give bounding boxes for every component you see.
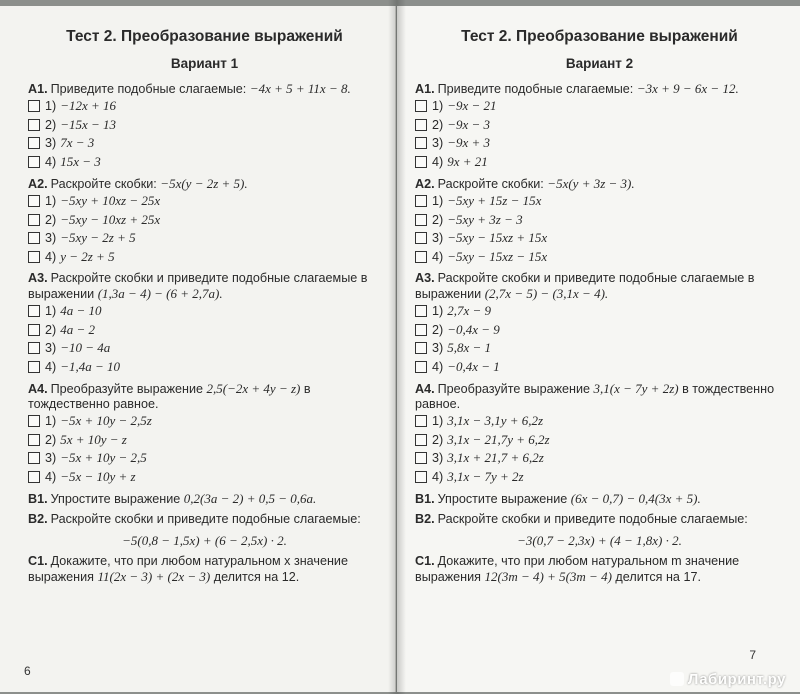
answer-option[interactable]: 1) −12x + 16 bbox=[28, 97, 381, 116]
task-c1 bbox=[28, 554, 381, 585]
task-text-tail: в тождественно равное. bbox=[28, 382, 311, 411]
answer-option[interactable]: 2) −15x − 13 bbox=[28, 116, 381, 135]
checkbox[interactable] bbox=[415, 471, 427, 483]
task-expression: (1,3a − 4) − (6 + 2,7a). bbox=[97, 286, 223, 301]
labirint-logo-icon bbox=[670, 672, 684, 686]
checkbox[interactable] bbox=[28, 324, 40, 336]
answer-option[interactable]: 1) 2,7x − 9 bbox=[415, 302, 784, 321]
answer-option[interactable]: 2) −5xy − 10xz + 25x bbox=[28, 211, 381, 230]
checkbox[interactable] bbox=[28, 342, 40, 354]
checkbox[interactable] bbox=[415, 100, 427, 112]
right-page bbox=[397, 6, 800, 692]
answer-option[interactable]: 4) −5xy − 15xz − 15x bbox=[415, 248, 784, 267]
task-number: В1. bbox=[415, 492, 435, 506]
task-expression: 11(2x − 3) + (2x − 3) bbox=[97, 569, 211, 584]
task-a2 bbox=[415, 176, 784, 266]
task-a1 bbox=[28, 81, 381, 171]
checkbox[interactable] bbox=[415, 415, 427, 427]
task-text: Раскройте скобки и приведите подобные слагаемые: bbox=[50, 512, 361, 526]
checkbox[interactable] bbox=[415, 434, 427, 446]
checkbox[interactable] bbox=[28, 305, 40, 317]
task-a4 bbox=[415, 381, 784, 486]
answer-option[interactable]: 4) 9x + 21 bbox=[415, 153, 784, 172]
task-expression: 2,5(−2x + 4y − z) bbox=[206, 381, 301, 396]
task-c1 bbox=[415, 554, 784, 585]
task-number: С1. bbox=[415, 554, 435, 568]
answer-option[interactable]: 2) −5xy + 3z − 3 bbox=[415, 211, 784, 230]
task-a4 bbox=[28, 381, 381, 486]
task-expression: −5(0,8 − 1,5x) + (6 − 2,5x) · 2. bbox=[122, 533, 287, 548]
task-text: Раскройте скобки: bbox=[50, 177, 157, 191]
answer-option[interactable]: 3) 3,1x + 21,7 + 6,2z bbox=[415, 449, 784, 468]
task-expression: (2,7x − 5) − (3,1x − 4). bbox=[484, 286, 609, 301]
checkbox[interactable] bbox=[415, 119, 427, 131]
checkbox[interactable] bbox=[28, 251, 40, 263]
answer-option[interactable]: 3) −5xy − 2z + 5 bbox=[28, 229, 381, 248]
task-text: Преобразуйте выражение bbox=[437, 382, 591, 396]
checkbox[interactable] bbox=[28, 119, 40, 131]
answer-option[interactable]: 3) −5x + 10y − 2,5 bbox=[28, 449, 381, 468]
task-expression: −5x(y − 2z + 5). bbox=[160, 176, 248, 191]
checkbox[interactable] bbox=[415, 137, 427, 149]
checkbox[interactable] bbox=[415, 324, 427, 336]
task-b2 bbox=[415, 512, 784, 549]
answer-option[interactable]: 2) −0,4x − 9 bbox=[415, 321, 784, 340]
answer-option[interactable]: 1) −9x − 21 bbox=[415, 97, 784, 116]
answer-option[interactable]: 3) 7x − 3 bbox=[28, 134, 381, 153]
answer-option[interactable]: 1) −5xy + 10xz − 25x bbox=[28, 192, 381, 211]
answer-option[interactable]: 4) −1,4a − 10 bbox=[28, 358, 381, 377]
task-expression: (6x − 0,7) − 0,4(3x + 5). bbox=[570, 491, 701, 506]
checkbox[interactable] bbox=[28, 415, 40, 427]
task-text: Упростите выражение bbox=[50, 492, 181, 506]
task-number: А2. bbox=[28, 177, 48, 191]
page-number: 6 bbox=[24, 664, 31, 678]
checkbox[interactable] bbox=[28, 214, 40, 226]
checkbox[interactable] bbox=[28, 195, 40, 207]
task-expression: 12(3m − 4) + 5(3m − 4) bbox=[484, 569, 612, 584]
answer-option[interactable]: 4) −0,4x − 1 bbox=[415, 358, 784, 377]
task-b1 bbox=[28, 491, 381, 507]
answer-option[interactable]: 3) 5,8x − 1 bbox=[415, 339, 784, 358]
checkbox[interactable] bbox=[415, 342, 427, 354]
checkbox[interactable] bbox=[28, 361, 40, 373]
answer-option[interactable]: 4) y − 2z + 5 bbox=[28, 248, 381, 267]
task-number: А4. bbox=[28, 382, 48, 396]
task-text: Докажите, что при любом натуральном x значение выражения bbox=[28, 554, 348, 584]
checkbox[interactable] bbox=[28, 156, 40, 168]
task-number: В1. bbox=[28, 492, 48, 506]
task-text: Докажите, что при любом натуральном m значение выражения bbox=[415, 554, 740, 584]
task-b1 bbox=[415, 491, 784, 507]
checkbox[interactable] bbox=[415, 195, 427, 207]
task-expression: −3x + 9 − 6x − 12. bbox=[636, 81, 739, 96]
task-text-tail: в тождественно равное. bbox=[415, 382, 775, 411]
task-a3 bbox=[415, 271, 784, 376]
answer-option[interactable]: 1) −5xy + 15z − 15x bbox=[415, 192, 784, 211]
task-a2 bbox=[28, 176, 381, 266]
task-number: А2. bbox=[415, 177, 435, 191]
watermark-text: Лабиринт.ру bbox=[687, 671, 786, 688]
task-expression: 3,1(x − 7y + 2z) bbox=[593, 381, 679, 396]
task-expression: −4x + 5 + 11x − 8. bbox=[249, 81, 351, 96]
task-text: Раскройте скобки: bbox=[437, 177, 544, 191]
answer-option[interactable]: 1) −5x + 10y − 2,5z bbox=[28, 412, 381, 431]
task-text: Упростите выражение bbox=[437, 492, 568, 506]
answer-option[interactable]: 4) −5x − 10y + z bbox=[28, 468, 381, 487]
answer-option[interactable]: 3) −9x + 3 bbox=[415, 134, 784, 153]
answer-option[interactable]: 2) 5x + 10y − z bbox=[28, 431, 381, 450]
task-expression: 0,2(3a − 2) + 0,5 − 0,6a. bbox=[183, 491, 317, 506]
task-number: А1. bbox=[28, 82, 48, 96]
task-text: Приведите подобные слагаемые: bbox=[50, 82, 247, 96]
answer-option[interactable]: 4) 15x − 3 bbox=[28, 153, 381, 172]
left-page bbox=[0, 6, 396, 692]
answer-option[interactable]: 1) 3,1x − 3,1y + 6,2z bbox=[415, 412, 784, 431]
answer-option[interactable]: 1) 4a − 10 bbox=[28, 302, 381, 321]
checkbox[interactable] bbox=[28, 100, 40, 112]
task-text: Раскройте скобки и приведите подобные слагаемые: bbox=[437, 512, 748, 526]
checkbox[interactable] bbox=[415, 305, 427, 317]
task-expression: −3(0,7 − 2,3x) + (4 − 1,8x) · 2. bbox=[517, 533, 682, 548]
answer-option[interactable]: 2) 3,1x − 21,7y + 6,2z bbox=[415, 431, 784, 450]
task-text-tail: делится на 17. bbox=[615, 570, 701, 584]
task-text: Раскройте скобки и приведите подобные слагаемые в выражении bbox=[28, 271, 368, 301]
checkbox[interactable] bbox=[28, 232, 40, 244]
answer-option[interactable]: 2) −9x − 3 bbox=[415, 116, 784, 135]
answer-option[interactable]: 3) −5xy − 15xz + 15x bbox=[415, 229, 784, 248]
checkbox[interactable] bbox=[415, 214, 427, 226]
task-text-tail: делится на 12. bbox=[213, 570, 300, 584]
watermark bbox=[670, 671, 786, 688]
task-b2 bbox=[28, 512, 381, 549]
task-number: А4. bbox=[415, 382, 435, 396]
task-number: С1. bbox=[28, 554, 48, 568]
checkbox[interactable] bbox=[415, 232, 427, 244]
answer-option[interactable]: 4) 3,1x − 7y + 2z bbox=[415, 468, 784, 487]
checkbox[interactable] bbox=[415, 452, 427, 464]
task-number: В2. bbox=[415, 512, 435, 526]
task-number: В2. bbox=[28, 512, 48, 526]
checkbox[interactable] bbox=[28, 452, 40, 464]
task-text: Приведите подобные слагаемые: bbox=[437, 82, 634, 96]
task-number: А3. bbox=[415, 271, 435, 285]
checkbox[interactable] bbox=[415, 156, 427, 168]
test-title: Тест 2. Преобразование выражений bbox=[461, 28, 738, 45]
checkbox[interactable] bbox=[28, 471, 40, 483]
task-text: Преобразуйте выражение bbox=[50, 382, 204, 396]
variant-heading: Вариант 2 bbox=[565, 56, 634, 71]
task-number: А1. bbox=[415, 82, 435, 96]
checkbox[interactable] bbox=[415, 361, 427, 373]
test-title: Тест 2. Преобразование выражений bbox=[66, 28, 343, 45]
task-a1 bbox=[415, 81, 784, 171]
task-text: Раскройте скобки и приведите подобные слагаемые в выражении bbox=[415, 271, 755, 301]
page-number: 7 bbox=[749, 648, 756, 662]
task-number: А3. bbox=[28, 271, 48, 285]
checkbox[interactable] bbox=[28, 137, 40, 149]
variant-heading: Вариант 1 bbox=[170, 56, 239, 71]
answer-option[interactable]: 3) −10 − 4a bbox=[28, 339, 381, 358]
checkbox[interactable] bbox=[28, 434, 40, 446]
answer-option[interactable]: 2) 4a − 2 bbox=[28, 321, 381, 340]
task-a3 bbox=[28, 271, 381, 376]
checkbox[interactable] bbox=[415, 251, 427, 263]
task-expression: −5x(y + 3z − 3). bbox=[547, 176, 635, 191]
book-gutter-shadow bbox=[388, 0, 406, 694]
